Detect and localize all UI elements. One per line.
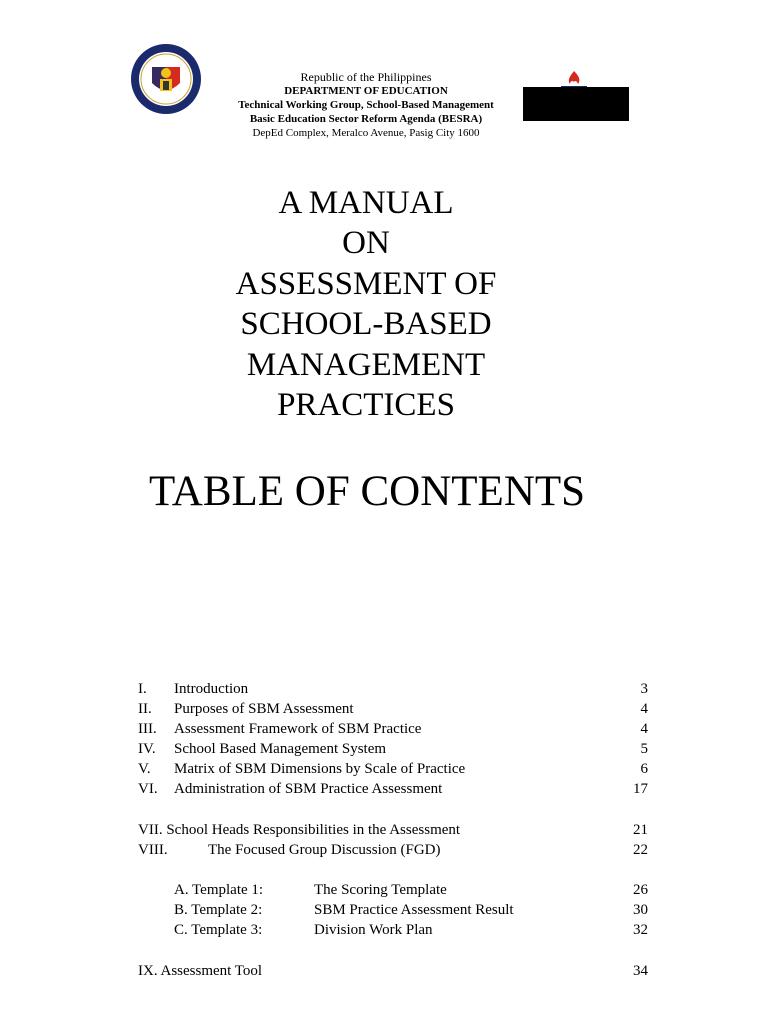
toc-number: VIII. bbox=[138, 842, 168, 858]
department-text: DEPARTMENT OF EDUCATION bbox=[284, 85, 448, 97]
toc-page: 4 bbox=[640, 721, 648, 737]
toc-label: IX. Assessment Tool bbox=[138, 963, 263, 979]
toc-label: VII. School Heads Responsibilities in the Assessment bbox=[138, 822, 461, 838]
toc-number: I. bbox=[138, 681, 147, 697]
working-group-text: Technical Working Group, School-Based Management bbox=[238, 99, 494, 111]
toc-page: 3 bbox=[640, 681, 648, 697]
toc-page: 30 bbox=[633, 902, 648, 918]
toc-number: VI. bbox=[138, 781, 158, 797]
toc-number: B. Template 2: bbox=[174, 902, 263, 918]
toc-number: V. bbox=[138, 761, 151, 777]
toc-page: 21 bbox=[633, 822, 648, 838]
title-line: A MANUAL bbox=[278, 185, 454, 221]
toc-page: 6 bbox=[640, 761, 648, 777]
toc-label: SBM Practice Assessment Result bbox=[314, 902, 514, 918]
title-line: PRACTICES bbox=[277, 387, 455, 424]
toc-number: II. bbox=[138, 701, 152, 717]
address-text: DepEd Complex, Meralco Avenue, Pasig City 1600 bbox=[252, 127, 480, 139]
toc-row bbox=[138, 840, 648, 860]
toc-page: 32 bbox=[633, 922, 648, 938]
toc-row bbox=[138, 759, 648, 779]
republic-text: Republic of the Philippines bbox=[300, 70, 432, 84]
toc-label: Matrix of SBM Dimensions by Scale of Practice bbox=[174, 761, 466, 777]
toc-label: Purposes of SBM Assessment bbox=[174, 701, 354, 717]
toc-row bbox=[138, 880, 648, 900]
toc-page: 4 bbox=[640, 701, 648, 717]
toc-row bbox=[138, 699, 648, 719]
toc-label: Introduction bbox=[174, 681, 249, 697]
toc-number: IV. bbox=[138, 741, 156, 757]
toc-label: The Scoring Template bbox=[314, 882, 447, 898]
toc-label: Assessment Framework of SBM Practice bbox=[174, 721, 422, 737]
toc-label: School Based Management System bbox=[174, 741, 387, 757]
title-line: ON bbox=[342, 225, 390, 262]
agenda-text: Basic Education Sector Reform Agenda (BESRA) bbox=[249, 113, 483, 125]
toc-page: 26 bbox=[633, 882, 648, 898]
toc-number: III. bbox=[138, 721, 157, 737]
toc-row bbox=[138, 739, 648, 759]
toc-heading: TABLE OF CONTENTS bbox=[148, 468, 586, 515]
toc-page: 22 bbox=[633, 842, 648, 858]
toc-row bbox=[138, 820, 648, 840]
toc-page: 34 bbox=[633, 963, 648, 979]
toc-row bbox=[138, 900, 648, 920]
toc-page: 17 bbox=[633, 781, 648, 797]
toc-label: Division Work Plan bbox=[314, 922, 433, 938]
toc-number: A. Template 1: bbox=[174, 882, 264, 898]
toc-row bbox=[138, 679, 648, 699]
toc-row bbox=[138, 779, 648, 799]
toc-label: The Focused Group Discussion (FGD) bbox=[208, 842, 441, 858]
toc-page: 5 bbox=[640, 741, 648, 757]
toc-number: C. Template 3: bbox=[174, 922, 263, 938]
toc-label: Administration of SBM Practice Assessment bbox=[174, 781, 443, 797]
toc-row bbox=[138, 719, 648, 739]
toc-row bbox=[138, 920, 648, 940]
toc-row bbox=[138, 961, 648, 981]
title-line: SCHOOL-BASED bbox=[240, 306, 492, 343]
title-line: ASSESSMENT OF bbox=[235, 265, 497, 302]
title-line: MANAGEMENT bbox=[246, 346, 486, 383]
